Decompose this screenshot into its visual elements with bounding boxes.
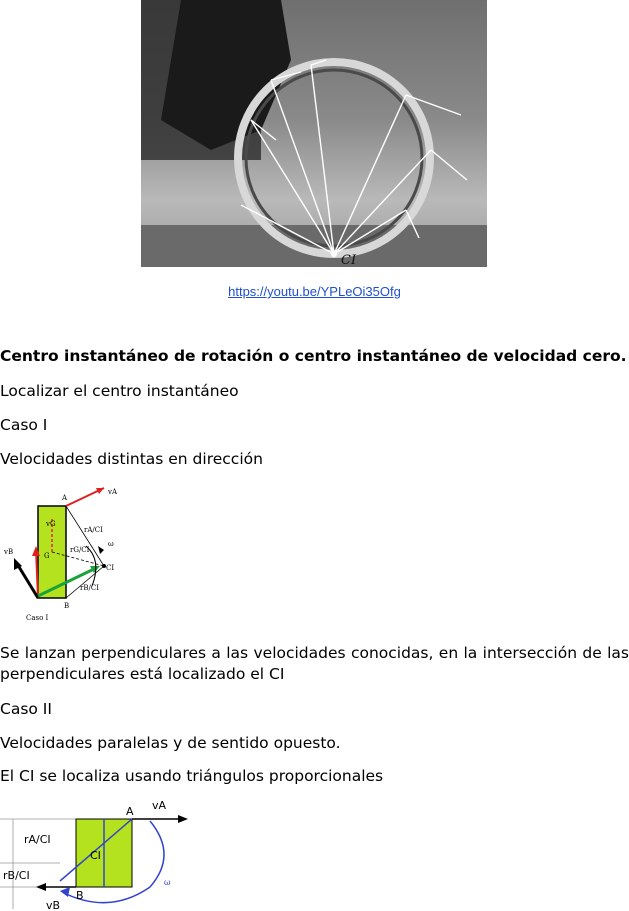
fig2-label-b: B [76, 889, 84, 902]
youtube-link[interactable]: https://youtu.be/YPLeOi35Ofg [228, 284, 401, 299]
fig2-label-ci: CI [90, 849, 101, 862]
caso1-explanation: Se lanzan perpendiculares a las velocidades conocidas, en la intersección de las perpendiculares está localizado el CI [0, 644, 629, 683]
fig1-label-vb: vB [4, 548, 14, 556]
fig1-label-ra: rA/CI [84, 526, 103, 534]
fig1-label-rg: rG/CI [70, 546, 90, 554]
fig1-label-b: B [64, 602, 70, 610]
caso2-title: Caso II [0, 700, 52, 718]
fig2-label-omega: ω [164, 878, 171, 887]
fig1-label-a: A [62, 494, 68, 502]
fig2-label-a: A [126, 805, 134, 818]
fig2-label-va: vA [152, 799, 167, 812]
caso1-diagram [0, 478, 150, 624]
fig1-label-ci: CI [106, 564, 115, 572]
fig1-label-omega: ω [108, 540, 114, 548]
fig2-label-rb: rB/CI [3, 869, 30, 882]
fig2-label-ra: rA/CI [24, 833, 51, 846]
caso2-diagram [0, 795, 200, 911]
caso2-desc: Velocidades paralelas y de sentido opuesto. [0, 734, 341, 752]
para-localizar: Localizar el centro instantáneo [0, 382, 239, 400]
fig2-label-vb: vB [46, 899, 61, 911]
fig1-label-vg: vG [46, 520, 56, 528]
fig1-label-rb: rB/CI [80, 584, 99, 592]
photo-ci-label: CI [341, 253, 357, 267]
fig1-label-g: G [44, 552, 50, 560]
section-heading: Centro instantáneo de rotación o centro instantáneo de velocidad cero. [0, 347, 627, 365]
caso2-explanation: El CI se localiza usando triángulos proporcionales [0, 767, 384, 785]
fig1-caption: Caso I [26, 614, 49, 622]
caso1-desc: Velocidades distintas en dirección [0, 450, 263, 468]
caso1-title: Caso I [0, 416, 48, 434]
bicycle-wheel-photo [141, 0, 487, 267]
fig1-label-va: vA [108, 488, 118, 496]
